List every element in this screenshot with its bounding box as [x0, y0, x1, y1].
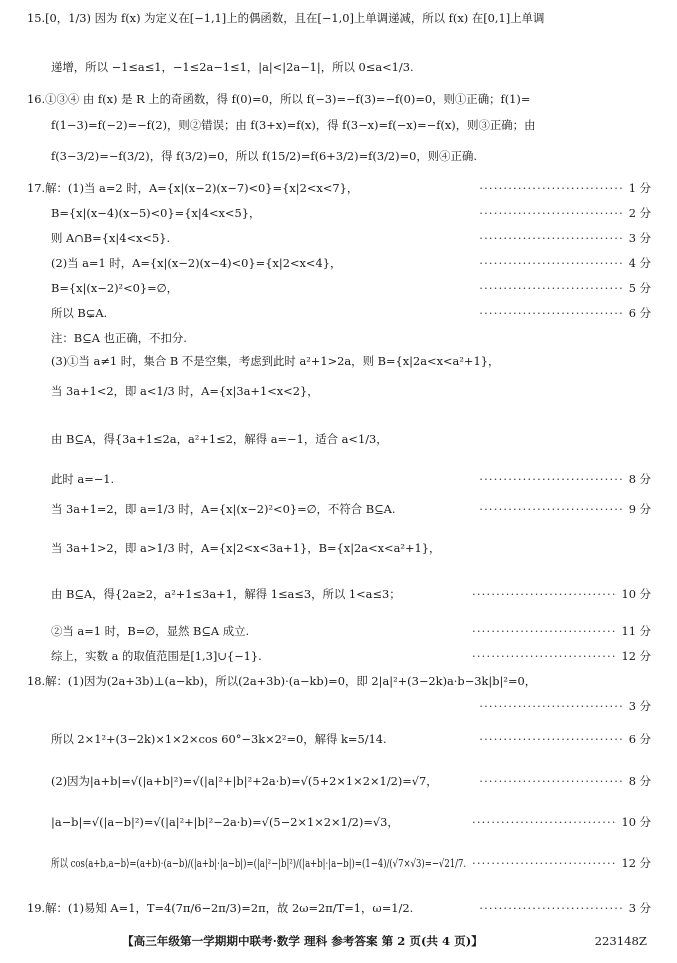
answer-line	[0, 645, 677, 667]
answer-text: 当 3a+1>2，即 a>1/3 时，A={x|2<x<3a+1}，B={x|2a<x<a²+1}，	[51, 541, 441, 555]
answer-line	[0, 498, 677, 520]
score-mark: ······························ 1 分	[479, 181, 651, 195]
answer-text: 18.解：(1)因为(2a+3b)⊥(a−kb)，所以(2a+3b)·(a−kb)=0，即 2|a|²+(3−2k)a·b−3k|b|²=0，	[27, 674, 537, 688]
score-value: 9 分	[628, 502, 651, 516]
answer-text: f(1−3)=f(−2)=−f(2)，则②错误；由 f(3+x)=f(x)，得 f(3−x)=f(−x)=−f(x)，则③正确；由	[51, 118, 536, 132]
score-mark: ······························ 6 分	[479, 732, 651, 746]
page-footer	[0, 929, 677, 953]
answer-line	[0, 350, 677, 372]
answer-line	[0, 468, 677, 490]
score-mark: ······························ 2 分	[479, 206, 651, 220]
score-value: 6 分	[628, 306, 651, 320]
answer-text: 此时 a=−1.	[51, 472, 115, 486]
score-value: 6 分	[628, 732, 651, 746]
answer-line	[0, 302, 677, 324]
answer-line	[0, 770, 677, 792]
answer-line	[0, 537, 677, 559]
answer-line	[0, 56, 677, 78]
answer-line	[0, 227, 677, 249]
answer-line	[0, 670, 677, 692]
answer-text: 当 3a+1=2，即 a=1/3 时，A={x|(x−2)²<0}=∅，不符合 B⊆A.	[51, 502, 396, 516]
score-value: 3 分	[628, 231, 651, 245]
answer-line	[0, 88, 677, 110]
score-mark: ······························ 8 分	[479, 472, 651, 486]
answer-text: f(3−3/2)=−f(3/2)，得 f(3/2)=0，所以 f(15/2)=f(6+3/2)=f(3/2)=0，则④正确.	[51, 149, 477, 163]
score-value: 4 分	[628, 256, 651, 270]
answer-text: 15.[0，1/3) 因为 f(x) 为定义在[−1,1]上的偶函数，且在[−1,0]上单调递减，所以 f(x) 在[0,1]上单调	[27, 11, 545, 25]
answer-text: B={x|(x−2)²<0}=∅，	[51, 281, 178, 295]
answer-line	[0, 252, 677, 274]
answer-line	[0, 380, 677, 402]
score-value: 1 分	[628, 181, 651, 195]
score-mark: ······························ 8 分	[479, 774, 651, 788]
answer-line	[0, 7, 677, 29]
answer-text: (2)当 a=1 时，A={x|(x−2)(x−4)<0}={x|2<x<4}，	[51, 256, 342, 270]
answer-text: 所以 cos⟨a+b,a−b⟩=(a+b)·(a−b)/(|a+b|·|a−b|)=(|a|²−|b|²)/(|a+b|·|a−b|)=(1−4)/(√7×√3)=−√21/7.	[51, 856, 467, 870]
score-mark: ······························ 6 分	[479, 306, 651, 320]
answer-text: 17.解：(1)当 a=2 时，A={x|(x−2)(x−7)<0}={x|2<x<7}，	[27, 181, 359, 195]
score-value: 2 分	[628, 206, 651, 220]
score-mark: ······························ 5 分	[479, 281, 651, 295]
score-value: 11 分	[621, 624, 651, 638]
score-mark: ······························ 10 分	[472, 587, 651, 601]
answer-line	[0, 811, 677, 833]
footer-code: 223148Z	[594, 934, 647, 948]
answer-text: (2)因为|a+b|=√(|a+b|²)=√(|a|²+|b|²+2a·b)=√(5+2×1×2×1/2)=√7，	[51, 774, 438, 788]
score-mark: ······························ 3 分	[479, 901, 651, 915]
answer-line	[0, 695, 677, 717]
answer-text: 注：B⊆A 也正确，不扣分.	[51, 331, 187, 345]
answer-line	[0, 620, 677, 642]
answer-line	[0, 327, 677, 349]
answer-text: 由 B⊆A，得{3a+1≤2a，a²+1≤2，解得 a=−1，适合 a<1/3，	[51, 432, 388, 446]
score-value: 5 分	[628, 281, 651, 295]
score-mark: ······························ 11 分	[472, 624, 651, 638]
answer-text: 综上，实数 a 的取值范围是[1,3]∪{−1}.	[51, 649, 262, 663]
score-mark: ······························ 3 分	[479, 699, 651, 713]
score-value: 3 分	[628, 699, 651, 713]
answer-line	[0, 114, 677, 136]
answer-text: 所以 2×1²+(3−2k)×1×2×cos 60°−3k×2²=0，解得 k=5/14.	[51, 732, 387, 746]
answer-line	[0, 202, 677, 224]
answer-line	[0, 145, 677, 167]
answer-text: |a−b|=√(|a−b|²)=√(|a|²+|b|²−2a·b)=√(5−2×1×2×1/2)=√3，	[51, 815, 399, 829]
score-value: 12 分	[621, 649, 651, 663]
answer-text: 19.解：(1)易知 A=1，T=4(7π/6−2π/3)=2π，故 2ω=2π/T=1，ω=1/2.	[27, 901, 414, 915]
answer-line	[0, 897, 677, 919]
score-mark: ······························ 10 分	[472, 815, 651, 829]
answer-text: (3)①当 a≠1 时，集合 B 不是空集，考虑到此时 a²+1>2a，则 B={x|2a<x<a²+1}，	[51, 354, 500, 368]
answer-line	[0, 728, 677, 750]
score-mark: ······························ 4 分	[479, 256, 651, 270]
score-value: 10 分	[621, 815, 651, 829]
answer-text: 则 A∩B={x|4<x<5}.	[51, 231, 171, 245]
answer-text: 所以 B⊊A.	[51, 306, 108, 320]
answer-text: B={x|(x−4)(x−5)<0}={x|4<x<5}，	[51, 206, 261, 220]
footer-title: 【高三年级第一学期期中联考·数学 理科 参考答案 第 2 页(共 4 页)】	[122, 934, 483, 948]
score-mark: ······························ 12 分	[472, 856, 651, 870]
answer-text: 16.①③④ 由 f(x) 是 R 上的奇函数，得 f(0)=0，所以 f(−3)=−f(3)=−f(0)=0，则①正确；f(1)=	[27, 92, 531, 106]
score-value: 3 分	[628, 901, 651, 915]
score-mark: ······························ 12 分	[472, 649, 651, 663]
score-value: 10 分	[621, 587, 651, 601]
answer-text: 递增，所以 −1≤a≤1，−1≤2a−1≤1，|a|<|2a−1|，所以 0≤a<1/3.	[51, 60, 414, 74]
answer-line	[0, 428, 677, 450]
score-value: 12 分	[621, 856, 651, 870]
score-value: 8 分	[628, 472, 651, 486]
answer-line	[0, 583, 677, 605]
score-mark: ······························ 9 分	[479, 502, 651, 516]
answer-text: ②当 a=1 时，B=∅，显然 B⊆A 成立.	[51, 624, 250, 638]
score-mark: ······························ 3 分	[479, 231, 651, 245]
score-value: 8 分	[628, 774, 651, 788]
answer-text: 由 B⊆A，得{2a≥2，a²+1≤3a+1，解得 1≤a≤3，所以 1<a≤3；	[51, 587, 401, 601]
answer-line	[0, 277, 677, 299]
answer-line	[0, 852, 677, 874]
answer-text: 当 3a+1<2，即 a<1/3 时，A={x|3a+1<x<2}，	[51, 384, 319, 398]
answer-line	[0, 177, 677, 199]
